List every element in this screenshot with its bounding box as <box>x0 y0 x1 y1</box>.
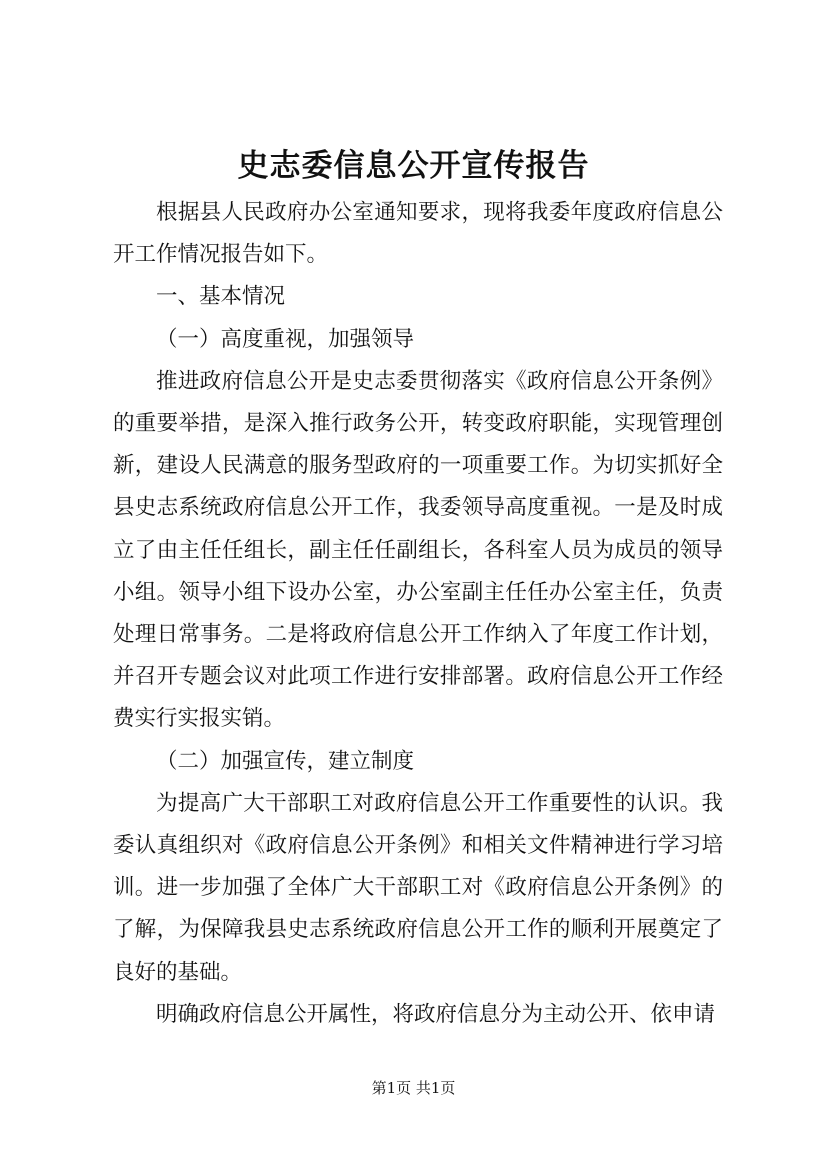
subsection-heading-publicity: （二）加强宣传，建立制度 <box>156 748 415 774</box>
page-number-label: 第1页 共1页 <box>371 1079 456 1097</box>
section-heading-basic-situation: 一、基本情况 <box>156 284 286 310</box>
page-footer <box>0 1077 827 1099</box>
subsection-heading-leadership: （一）高度重视，加强领导 <box>156 326 415 352</box>
paragraph-intro: 根据县人民政府办公室通知要求，现将我委年度政府信息公开工作情况报告如下。 <box>113 200 723 268</box>
paragraph-leadership: 推进政府信息公开是史志委贯彻落实《政府信息公开条例》的重要举措，是深入推行政务公开，转变政府职能，实现管理创新，建设人民满意的服务型政府的一项重要工作。为切实抓好全县史志系统政府信息公开工作，我委领导高度重视。一是及时成立了由主任任组长，副主任任副组长，各科室人员为成员的领导小组。领导小组下设办公室，办公室副主任任办公室主任，负责处理日常事务。二是将政府信息公开工作纳入了年度工作计划，并召开专题会议对此项工作进行安排部署。政府信息公开工作经费实行实报实销。 <box>113 368 723 732</box>
paragraph-classification: 明确政府信息公开属性，将政府信息分为主动公开、依申请 <box>156 1001 716 1027</box>
document-title: 史志委信息公开宣传报告 <box>237 148 590 184</box>
paragraph-publicity: 为提高广大干部职工对政府信息公开工作重要性的认识。我委认真组织对《政府信息公开条例》和相关文件精神进行学习培训。进一步加强了全体广大干部职工对《政府信息公开条例》的了解，为保障我县史志系统政府信息公开工作的顺利开展奠定了良好的基础。 <box>113 790 723 985</box>
document-body <box>113 192 723 1036</box>
